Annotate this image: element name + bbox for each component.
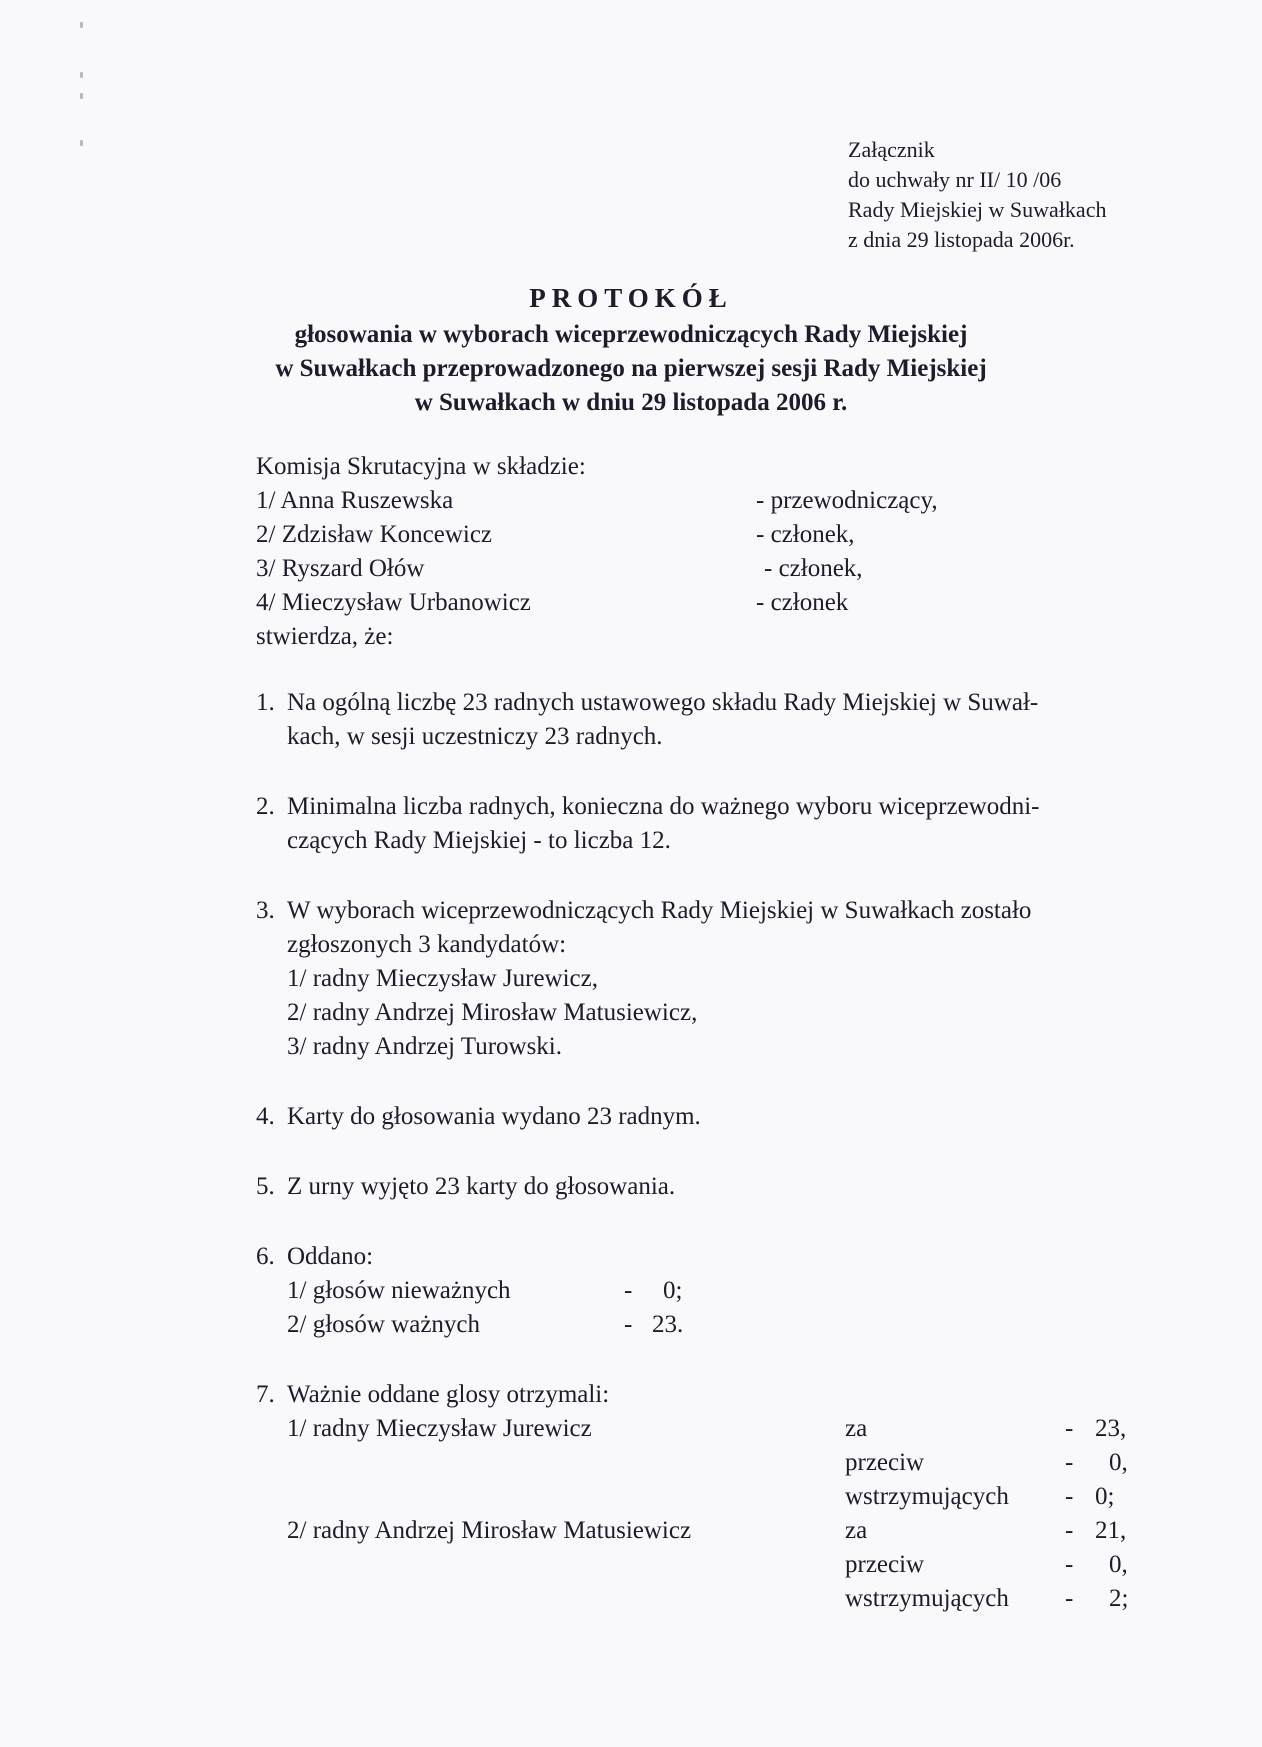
point-line: Z urny wyjęto 23 karty do głosowania. <box>287 1173 676 1200</box>
point-line: zgłoszonych 3 kandydatów: <box>287 931 567 958</box>
member-name: 4/ Mieczysław Urbanowicz <box>256 589 531 616</box>
point-line: Na ogólną liczbę 23 radnych ustawowego składu Rady Miejskiej w Suwał- <box>287 689 1039 716</box>
member-role: - przewodniczący, <box>756 487 938 514</box>
cast-dash: - <box>624 1277 633 1304</box>
point-number: 4. <box>256 1103 275 1130</box>
vote-value: 21, <box>1095 1517 1127 1544</box>
point-number: 3. <box>256 897 275 924</box>
result-candidate: 1/ radny Mieczysław Jurewicz <box>287 1415 592 1442</box>
cast-value: 23. <box>652 1311 684 1338</box>
result-row <box>287 1412 1156 1446</box>
cast-row <box>287 1308 1156 1342</box>
vote-dash: - <box>1065 1551 1074 1578</box>
vote-type: wstrzymujących <box>845 1483 1009 1510</box>
point-3 <box>256 894 1156 1064</box>
commission-outro: stwierdza, że: <box>256 623 394 650</box>
vote-type: przeciw <box>845 1551 925 1578</box>
point-5 <box>256 1170 1156 1204</box>
cast-row <box>287 1274 1156 1308</box>
member-role: - członek, <box>756 521 855 548</box>
scan-speck <box>80 140 83 146</box>
point-number: 7. <box>256 1381 275 1408</box>
point-line: Ważnie oddane glosy otrzymali: <box>287 1381 610 1408</box>
commission-member <box>256 586 1056 620</box>
cast-label: 1/ głosów nieważnych <box>287 1277 511 1304</box>
point-line: W wyborach wiceprzewodniczących Rady Miejskiej w Suwałkach zostało <box>287 897 1032 924</box>
scan-speck <box>80 22 83 28</box>
point-line: Karty do głosowania wydano 23 radnym. <box>287 1103 701 1130</box>
point-number: 2. <box>256 793 275 820</box>
vote-value: 0; <box>1095 1483 1115 1510</box>
attachment-line: do uchwały nr II/ 10 /06 <box>848 167 1062 192</box>
commission-member <box>256 518 1056 552</box>
result-row <box>287 1582 1156 1616</box>
point-line: Oddano: <box>287 1243 374 1270</box>
member-name: 1/ Anna Ruszewska <box>256 487 454 514</box>
vote-dash: - <box>1065 1585 1074 1612</box>
scan-speck <box>80 72 83 78</box>
point-line: Minimalna liczba radnych, konieczna do ważnego wyboru wiceprzewodni- <box>287 793 1040 820</box>
point-6 <box>256 1240 1156 1342</box>
commission-section <box>256 450 1056 654</box>
point-7 <box>256 1378 1156 1616</box>
point-1 <box>256 686 1156 754</box>
scan-speck <box>80 93 83 99</box>
point-4 <box>256 1100 1156 1134</box>
vote-type: za <box>845 1415 868 1442</box>
vote-dash: - <box>1065 1483 1074 1510</box>
member-role: - członek <box>756 589 849 616</box>
vote-value: 23, <box>1095 1415 1127 1442</box>
candidate-item: 3/ radny Andrzej Turowski. <box>287 1033 562 1060</box>
vote-dash: - <box>1065 1449 1074 1476</box>
vote-type: wstrzymujących <box>845 1585 1009 1612</box>
candidate-item: 1/ radny Mieczysław Jurewicz, <box>287 965 598 992</box>
candidate-item: 2/ radny Andrzej Mirosław Matusiewicz, <box>287 999 698 1026</box>
result-row <box>287 1480 1156 1514</box>
document-title: PROTOKÓŁ <box>529 283 733 313</box>
result-row <box>287 1514 1156 1548</box>
commission-member <box>256 484 1056 518</box>
member-name: 3/ Ryszard Ołów <box>256 555 425 582</box>
point-line: kach, w sesji uczestniczy 23 radnych. <box>287 723 663 750</box>
vote-value: 0, <box>1109 1551 1128 1578</box>
result-candidate: 2/ radny Andrzej Mirosław Matusiewicz <box>287 1517 692 1544</box>
subtitle-line: w Suwałkach w dniu 29 listopada 2006 r. <box>414 389 848 416</box>
commission-intro: Komisja Skrutacyjna w składzie: <box>256 453 586 480</box>
point-number: 6. <box>256 1243 275 1270</box>
subtitle-line: głosowania w wyborach wiceprzewodniczących Rady Miejskiej <box>294 321 968 348</box>
member-role: - członek, <box>764 555 863 582</box>
point-line: czących Rady Miejskiej - to liczba 12. <box>287 827 671 854</box>
subtitle-line: w Suwałkach przeprowadzonego na pierwszej sesji Rady Miejskiej <box>275 355 987 382</box>
vote-dash: - <box>1065 1517 1074 1544</box>
vote-type: za <box>845 1517 868 1544</box>
attachment-line: Rady Miejskiej w Suwałkach <box>848 197 1107 222</box>
member-name: 2/ Zdzisław Koncewicz <box>256 521 493 548</box>
attachment-line: Załącznik <box>848 137 935 162</box>
cast-dash: - <box>624 1311 633 1338</box>
point-number: 1. <box>256 689 275 716</box>
attachment-line: z dnia 29 listopada 2006r. <box>848 227 1075 252</box>
document-subtitle <box>0 318 1262 420</box>
vote-value: 2; <box>1109 1585 1129 1612</box>
cast-label: 2/ głosów ważnych <box>287 1311 481 1338</box>
protocol-points <box>256 686 1156 1616</box>
vote-value: 0, <box>1109 1449 1128 1476</box>
cast-value: 0; <box>663 1277 683 1304</box>
result-row <box>287 1548 1156 1582</box>
commission-member <box>256 552 1056 586</box>
point-2 <box>256 790 1156 858</box>
result-row <box>287 1446 1156 1480</box>
vote-dash: - <box>1065 1415 1074 1442</box>
point-number: 5. <box>256 1173 275 1200</box>
vote-type: przeciw <box>845 1449 925 1476</box>
attachment-note <box>848 135 1106 255</box>
